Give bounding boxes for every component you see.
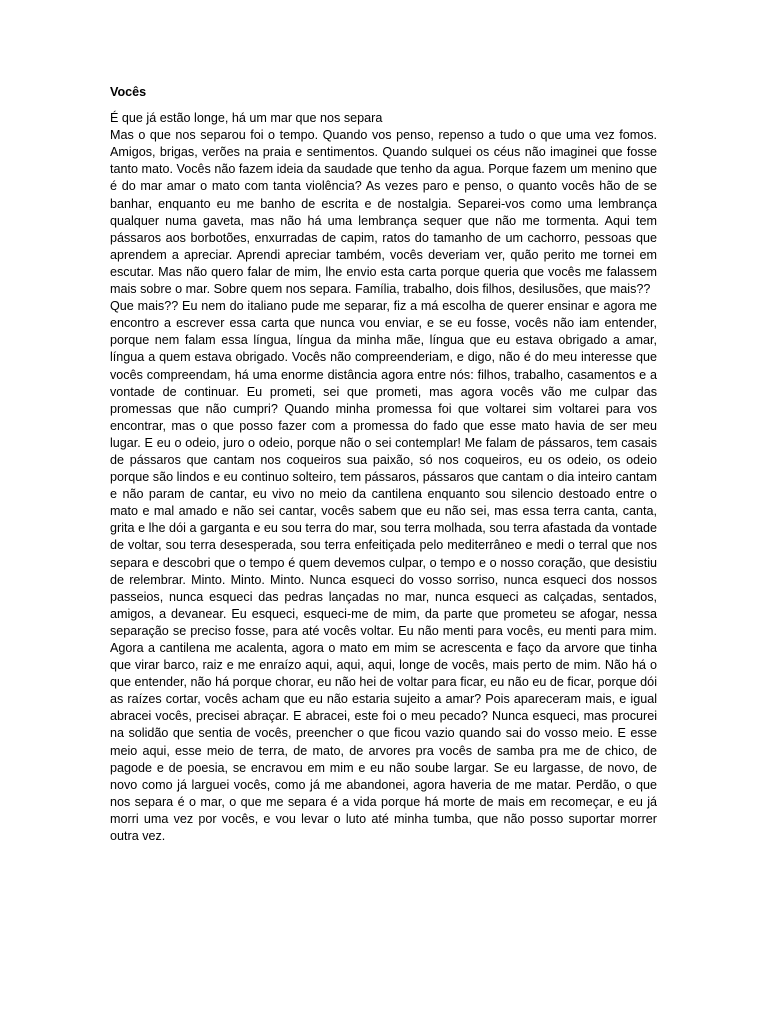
paragraph-1: Mas o que nos separou foi o tempo. Quando vos penso, repenso a tudo o que uma vez fomos. Amigos, brigas, verões na praia e sentimentos. Quando sulquei os céus não imaginei que fosse tanto mato. Vocês não fazem ideia da saudade que tenho da agua. Porque fazem um menino que é do mar amar o mato com tanta violência? As vezes paro e penso, o quanto vocês hão de se banhar, enquanto eu me banho de escrita e de nostalgia. Separei-vos como uma lembrança qualquer numa gaveta, mas não há uma lembrança sequer que não me tormenta. Aqui tem pássaros aos borbotões, enxurradas de capim, ratos do tamanho de um cachorro, pessoas que aprendem a apreciar. Aprendi apreciar também, vocês deveriam ver, quão perito me tornei em escutar. Mas não quero falar de mim, lhe envio esta carta porque queria que vocês me falassem mais sobre o mar. Sobre quem nos separa. Família, trabalho, dois filhos, desilusões, que mais?? — [110, 128, 657, 297]
document-page — [110, 84, 657, 845]
document-title: Vocês — [110, 85, 147, 99]
opening-line: É que já estão longe, há um mar que nos separa — [110, 111, 383, 126]
paragraph-2: Que mais?? Eu nem do italiano pude me separar, fiz a má escolha de querer ensinar e agora me encontro a escrever essa carta que nunca vou enviar, e se eu fosse, vocês não iam entender, porque nem falam essa língua, língua da minha mãe, língua que eu estava obrigado a amar, língua a quem estava obrigado. Vocês não compreenderiam, e digo, não é do meu interesse que vocês compreendam, há uma enorme distância agora entre nós: filhos, trabalho, casamentos e a vontade de continuar. Eu prometi, sei que prometi, mas agora vocês vão me culpar das promessas que não cumpri? Quando minha promessa foi que voltarei sim voltarei para vos encontrar, mas o que posso fazer com a promessa do fado que esse mato havia de ser meu lugar. E eu o odeio, juro o odeio, porque não o sei contemplar! Me falam de pássaros, tem casais de pássaros que cantam nos coqueiros sua paixão, só nos coqueiros, eu os odeio, os odeio porque são lindos e eu continuo solteiro, tem pássaros, pássaros que cantam o dia inteiro cantam e não param de cantar, eu vivo no meio da cantilena enquanto sou silencio destoado entre o mato e mal amado e não sei cantar, vocês sabem que eu não sei, mas essa terra canta, canta, grita e lhe dói a garganta e eu sou terra do mar, sou terra molhada, sou terra afastada da vontade de voltar, sou terra desesperada, sou terra enfeitiçada pelo mediterrâneo e medi o terral que nos separa e descobri que o tempo é quem devemos culpar, o tempo e o nosso coração, que desistiu de relembrar. Minto. Minto. Minto. Nunca esqueci do vosso sorriso, nunca esqueci dos nossos passeios, nunca esqueci das pedras lançadas no mar, nunca esqueci as calçadas, sentados, amigos, a devanear. Eu esqueci, esqueci-me de mim, da parte que prometeu se afogar, nessa separação se preciso fosse, para até vocês voltar. Eu não menti para vocês, eu menti para mim. Agora a cantilena me acalenta, agora o mato em mim se acrescenta e faço da arvore que tinha que virar barco, raiz e me enraízo aqui, aqui, aqui, longe de vocês, mais perto de mim. Não há o que entender, não há porque chorar, eu não hei de voltar para ficar, eu não eu de ficar, porque dói as raízes cortar, vocês acham que eu não estaria sujeito a amar? Pois apareceram mais, e igual abracei vocês, precisei abraçar. E abracei, este foi o meu pecado? Nunca esqueci, mas procurei na solidão que sentia de vocês, preencher o que ficou vazio quando sai do vosso meio. E esse meio aqui, esse meio de terra, de mato, de arvores pra vocês de samba pra me de chico, de pagode e de poesia, se encravou em mim e eu não soube largar. Se eu largasse, de novo, de novo como já larguei vocês, como já me abandonei, agora haveria de me matar. Perdão, o que nos separa é o mar, o que me separa é a vida porque há morte de mais em recomeçar, e eu já morri uma vez por vocês, e vou levar o luto até minha tumba, que não posso suportar morrer outra vez. — [110, 299, 657, 844]
